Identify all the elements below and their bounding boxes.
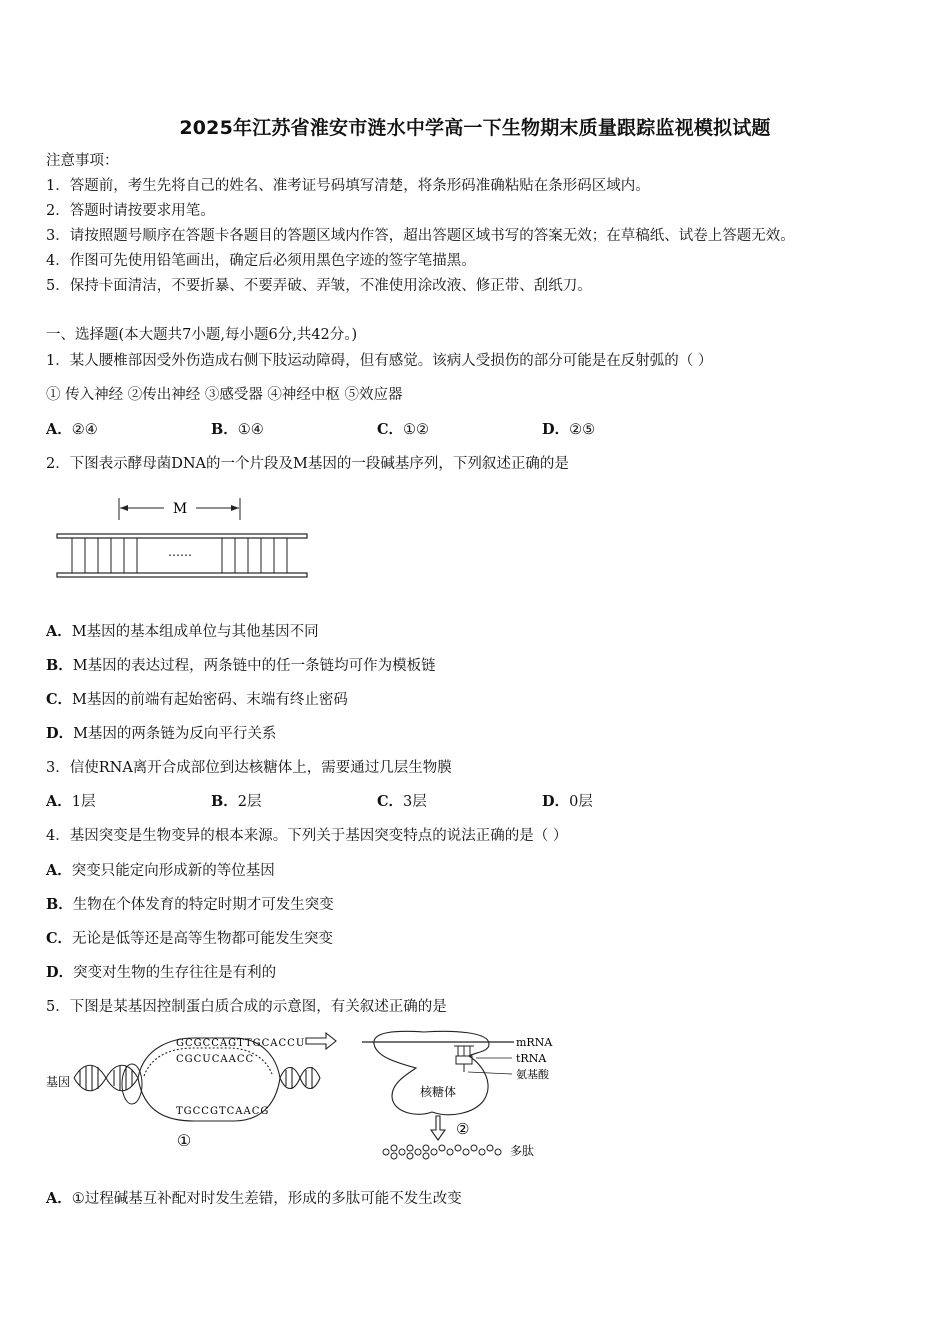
option-text: ①过程碱基互补配对时发生差错，形成的多肽可能不发生改变 [71,1191,462,1207]
option-b [46,895,334,915]
arrow-right-head [231,505,239,511]
question-stem-5: 5．下图是某基因控制蛋白质合成的示意图，有关叙述正确的是 [46,999,447,1015]
option-a [46,861,275,881]
question-stem-2: 2．下图表示酵母菌DNA的一个片段及M基因的一段碱基序列，下列叙述正确的是 [46,456,569,472]
option-letter: B． [211,793,238,810]
notice-item: 5．保持卡面清洁，不要折暴、不要弄破、弄皱，不准使用涂改液、修正带、刮纸刀。 [46,278,592,294]
lower-sequence: TGCCGTCAACG [176,1106,270,1117]
option-d [46,724,276,744]
trna-label: tRNA [516,1052,547,1065]
option-letter: C． [377,421,404,438]
option-a [46,1189,462,1209]
option-text: ②④ [71,422,98,438]
option-letter: A． [46,862,72,879]
option-letter: B． [211,421,238,438]
option-text: 3层 [403,794,427,810]
gene-expression-figure [44,1026,584,1172]
option-letter: D． [542,421,570,438]
option-text: ①② [403,422,430,438]
option-text: M基因的表达过程，两条链中的任一条链均可作为模板链 [72,658,436,674]
question-stem-3: 3．信使RNA离开合成部位到达核糖体上，需要通过几层生物膜 [46,760,452,776]
helix-left [74,1065,138,1091]
option-c [46,690,348,710]
option-a [46,420,98,440]
gene-m-label: M [172,501,188,517]
option-b [211,420,264,440]
option-text: 无论是低等还是高等生物都可能发生突变 [72,931,334,947]
option-letter: C． [377,793,404,810]
dna-fragment-figure [52,490,312,585]
question-items-1: ① 传入神经 ②传出神经 ③感受器 ④神经中枢 ⑤效应器 [46,387,403,403]
option-text: 生物在个体发育的特定时期才可发生突变 [72,897,334,913]
option-c [377,792,427,812]
option-letter: A． [46,623,72,640]
option-text: 突变对生物的生存往往是有利的 [73,965,277,981]
peptide-chain [383,1145,501,1159]
option-d [542,792,593,812]
trna-shape [454,1046,474,1072]
option-text: ②⑤ [569,422,596,438]
option-b [211,792,262,812]
process-arrow [306,1033,336,1049]
option-letter: A． [46,793,72,810]
option-letter: B． [46,657,73,674]
option-text: M基因的基本组成单位与其他基因不同 [71,624,319,640]
peptide-label: 多肽 [510,1144,535,1158]
dna-bottom-strand [57,573,307,577]
option-letter: D． [46,964,74,981]
section-heading: 一、选择题(本大题共7小题,每小题6分,共42分。) [46,327,358,343]
option-letter: C． [46,930,73,947]
ribosome-group [362,1031,553,1114]
option-letter: C． [46,691,73,708]
dna-top-strand [57,534,307,538]
question-stem-4: 4．基因突变是生物变异的根本来源。下列关于基因突变特点的说法正确的是（ ） [46,828,568,844]
gene-dots: …… [168,545,192,559]
question-stem-1: 1．某人腰椎部因受外伤造成右侧下肢运动障碍，但有感觉。该病人受损伤的部分可能是在反射弧的（ ） [46,353,713,369]
middle-sequence: CGCUCAACC [176,1054,255,1065]
gene-label: 基因 [46,1075,71,1089]
option-d [542,420,595,440]
option-a [46,792,96,812]
translation-arrow [431,1116,445,1140]
option-c [46,929,333,949]
option-letter: D． [542,793,570,810]
option-letter: A． [46,1190,72,1207]
option-letter: B． [46,896,73,913]
helix-right [280,1067,320,1089]
ribosome-label: 核糖体 [419,1085,457,1099]
option-a [46,622,319,642]
option-text: 0层 [569,794,593,810]
notice-item: 3．请按照题号顺序在答题卡各题目的答题区域内作答，超出答题区域书写的答案无效；在草稿纸、试卷上答题无效。 [46,228,795,244]
option-letter: D． [46,725,74,742]
option-c [377,420,429,440]
option-text: M基因的前端有起始密码、末端有终止密码 [72,692,348,708]
option-text: M基因的两条链为反向平行关系 [73,726,277,742]
page-title: 2025年江苏省淮安市涟水中学高一下生物期末质量跟踪监视模拟试题 [179,117,771,139]
option-d [46,963,276,983]
option-text: 突变只能定向形成新的等位基因 [71,863,275,879]
ribosome-shape [374,1031,489,1114]
upper-sequence: GCGCCAGTTGCACCU [176,1038,306,1049]
option-b [46,656,436,676]
notice-item: 2．答题时请按要求用笔。 [46,203,215,219]
notice-item: 1．答题前，考生先将自己的姓名、准考证号码填写清楚，将条形码准确粘贴在条形码区域内。 [46,178,650,194]
option-text: 1层 [71,794,96,810]
mrna-label: mRNA [516,1036,553,1049]
notice-heading: 注意事项： [46,153,119,169]
step-2-label: ② [456,1120,470,1138]
notice-item: 4．作图可先使用铅笔画出，确定后必须用黑色字迹的签字笔描黑。 [46,253,476,269]
arrow-left-head [120,505,128,511]
option-text: ①④ [237,422,264,438]
step-1-label: ① [176,1131,192,1150]
option-letter: A． [46,421,72,438]
option-text: 2层 [237,794,262,810]
amino-acid-label: 氨基酸 [516,1068,549,1081]
